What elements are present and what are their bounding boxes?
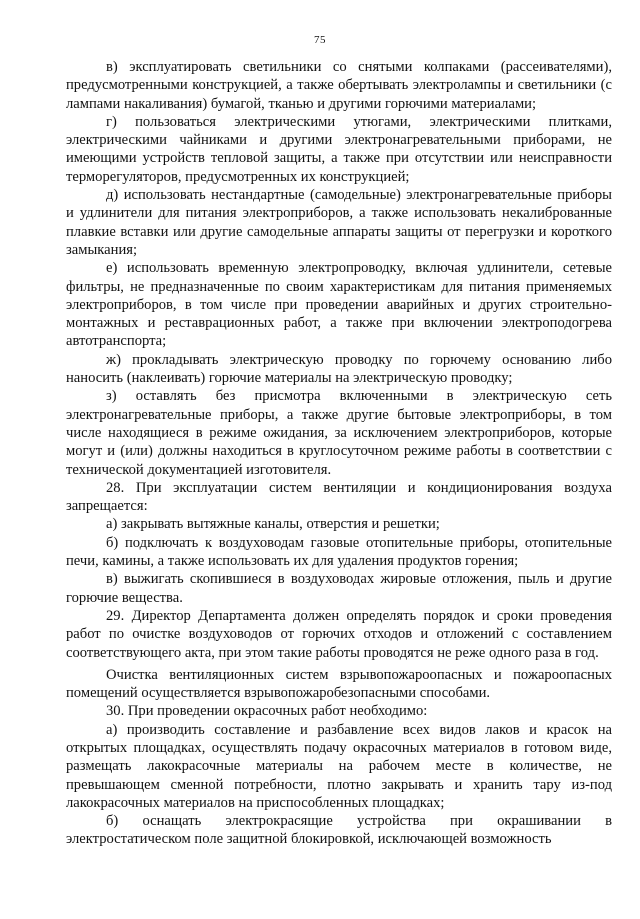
page-number: 75 — [314, 34, 326, 46]
paragraph-28-item-a: а) закрывать вытяжные каналы, отверстия и решетки; — [106, 516, 440, 533]
paragraph-section-29: 29. Директор Департамента должен определять порядок и сроки проведения работ по очистке воздуховодов от горючих отходов и отложений с составлением соответствующего акта, при этом такие работы проводятся не реже одного раза в год. — [66, 607, 612, 661]
paragraph-ventilation-cleaning: Очистка вентиляционных систем взрывопожароопасных и пожароопасных помещений осуществляется взрывопожаробезопасными способами. — [66, 666, 612, 702]
paragraph-section-28: 28. При эксплуатации систем вентиляции и кондиционирования воздуха запрещается: — [66, 479, 612, 515]
paragraph-section-30: 30. При проведении окрасочных работ необходимо: — [106, 703, 428, 720]
document-body — [66, 58, 612, 849]
paragraph-item-d: д) использовать нестандартные (самодельные) электронагревательные приборы и удлинители для питания электроприборов, а также использовать некалиброванные плавкие вставки или другие самодельные аппараты защиты от перегрузки и короткого замыкания; — [66, 187, 612, 258]
paragraph-30-item-b: б) оснащать электрокрасящие устройства при окрашивании в электростатическом поле защитной блокировкой, исключающей возможность — [66, 813, 612, 848]
paragraph-item-e: е) использовать временную электропроводку, включая удлинители, сетевые фильтры, не предназначенные по своим характеристикам для питания применяемых электроприборов, в том числе при проведении аварийных и других строительно-монтажных и реставрационных работ, а также при включении электроподогрева автотранспорта; — [66, 260, 612, 350]
paragraph-item-g: г) пользоваться электрическими утюгами, электрическими плитками, электрическими чайниками и другими электронагревательными приборами, не имеющими устройств тепловой защиты, а также при отсутствии или неисправности терморегуляторов, предусмотренных их конструкцией; — [66, 113, 612, 185]
paragraph-item-v: в) эксплуатировать светильники со снятыми колпаками (рассеивателями), предусмотренными конструкцией, а также обертывать электролампы и светильники (с лампами накаливания) бумагой, тканью и другими горючими материалами; — [66, 59, 612, 112]
paragraph-28-item-b: б) подключать к воздуховодам газовые отопительные приборы, отопительные печи, камины, а также использовать их для удаления продуктов горения; — [66, 534, 612, 570]
paragraph-28-item-v: в) выжигать скопившиеся в воздуховодах жировые отложения, пыль и другие горючие вещества. — [66, 571, 612, 606]
paragraph-item-zh: ж) прокладывать электрическую проводку по горючему основанию либо наносить (наклеивать) горючие материалы на электрическую проводку; — [66, 351, 612, 387]
paragraph-item-z: з) оставлять без присмотра включенными в электрическую сеть электронагревательные приборы, а также другие бытовые электроприборы, в том числе находящиеся в режиме ожидания, за исключением электроприборов, которые могут и (или) должны находиться в круглосуточном режиме работы в соответствии с технической документацией изготовителя. — [66, 388, 612, 478]
paragraph-30-item-a: а) производить составление и разбавление всех видов лаков и красок на открытых площадках, осуществлять подачу окрасочных материалов в готовом виде, размещать лакокрасочные материалы на рабочем месте в количестве, не превышающем сменной потребности, плотно закрывать и хранить тару из-под лакокрасочных материалов на приспособленных площадках; — [66, 721, 612, 811]
